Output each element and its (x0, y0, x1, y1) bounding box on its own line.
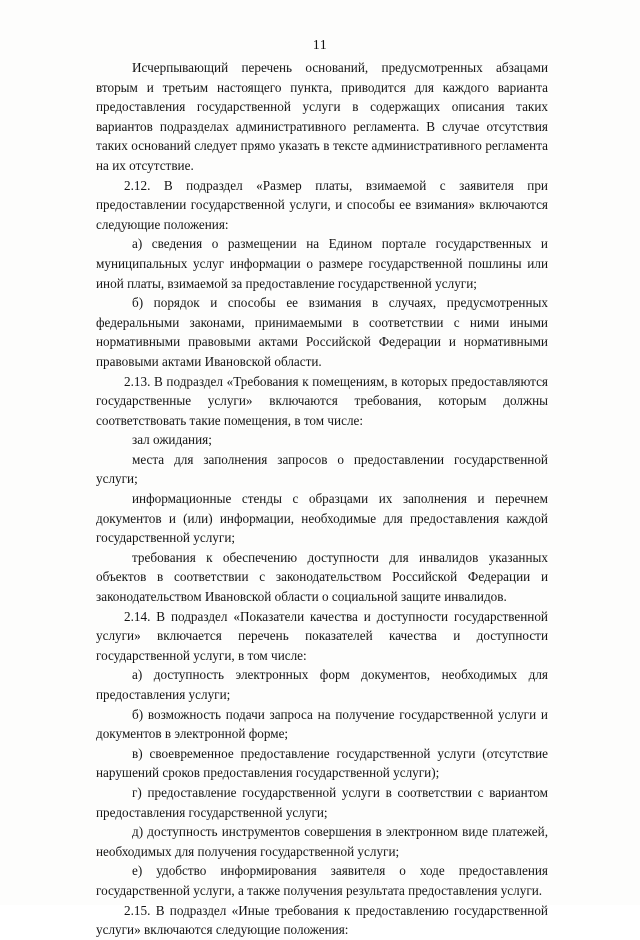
paragraph: д) доступность инструментов совершения в электронном виде платежей, необходимых для получения государственной услуги; (96, 824, 548, 859)
paragraph: а) сведения о размещении на Едином портале государственных и муниципальных услуг информации о размере государственной пошлины или иной платы, взимаемой за предоставление государственной услуги; (96, 236, 548, 291)
paragraph: а) доступность электронных форм документов, необходимых для предоставления услуги; (96, 667, 548, 702)
paragraph: Исчерпывающий перечень оснований, предусмотренных абзацами вторым и третьим настоящего пункта, приводится для каждого варианта предоставления государственной услуги в содержащих описания таких вариантов подразделах административного регламента. В случае отсутствия таких оснований следует прямо указать в тексте административного регламента на их отсутствие. (96, 60, 548, 173)
paragraph: в) своевременное предоставление государственной услуги (отсутствие нарушений сроков предоставления государственной услуги); (96, 745, 548, 781)
paragraph: места для заполнения запросов о предоставлении государственной услуги; (96, 451, 548, 487)
paragraph: 2.14. В подраздел «Показатели качества и доступности государственной услуги» включается перечень показателей качества и доступности государственной услуги, в том числе: (96, 608, 548, 663)
paragraph: б) возможность подачи запроса на получение государственной услуги и документов в электронной форме; (96, 706, 548, 742)
document-body (96, 58, 548, 940)
paragraph: требования к обеспечению доступности для инвалидов указанных объектов в соответствии с законодательством Российской Федерации и законодательством Ивановской области о социальной защите инвалидов. (96, 549, 548, 605)
paragraph: 2.13. В подраздел «Требования к помещениям, в которых предоставляются государственные услуги» включаются требования, которым должны соответствовать такие помещения, в том числе: (96, 373, 548, 428)
paragraph: зал ожидания; (132, 432, 212, 448)
paragraph: 2.12. В подраздел «Размер платы, взимаемой с заявителя при предоставлении государственной услуги, и способы ее взимания» включаются следующие положения: (96, 177, 548, 232)
paragraph: г) предоставление государственной услуги в соответствии с вариантом предоставления государственной услуги; (96, 784, 548, 820)
paragraph: е) удобство информирования заявителя о ходе предоставления государственной услуги, а также получения результата предоставления услуги. (96, 863, 548, 898)
paragraph: информационные стенды с образцами их заполнения и перечнем документов и (или) информации, необходимые для предоставления каждой государственной услуги; (96, 491, 548, 546)
paragraph: 2.15. В подраздел «Иные требования к предоставлению государственной услуги» включаются следующие положения: (96, 902, 548, 938)
page-number: 11 (312, 38, 328, 53)
paragraph: б) порядок и способы ее взимания в случаях, предусмотренных федеральными законами, принимаемыми в соответствии с ними иными нормативными правовыми актами Российской Федерации и нормативными правовыми актами Ивановской области. (96, 295, 548, 369)
